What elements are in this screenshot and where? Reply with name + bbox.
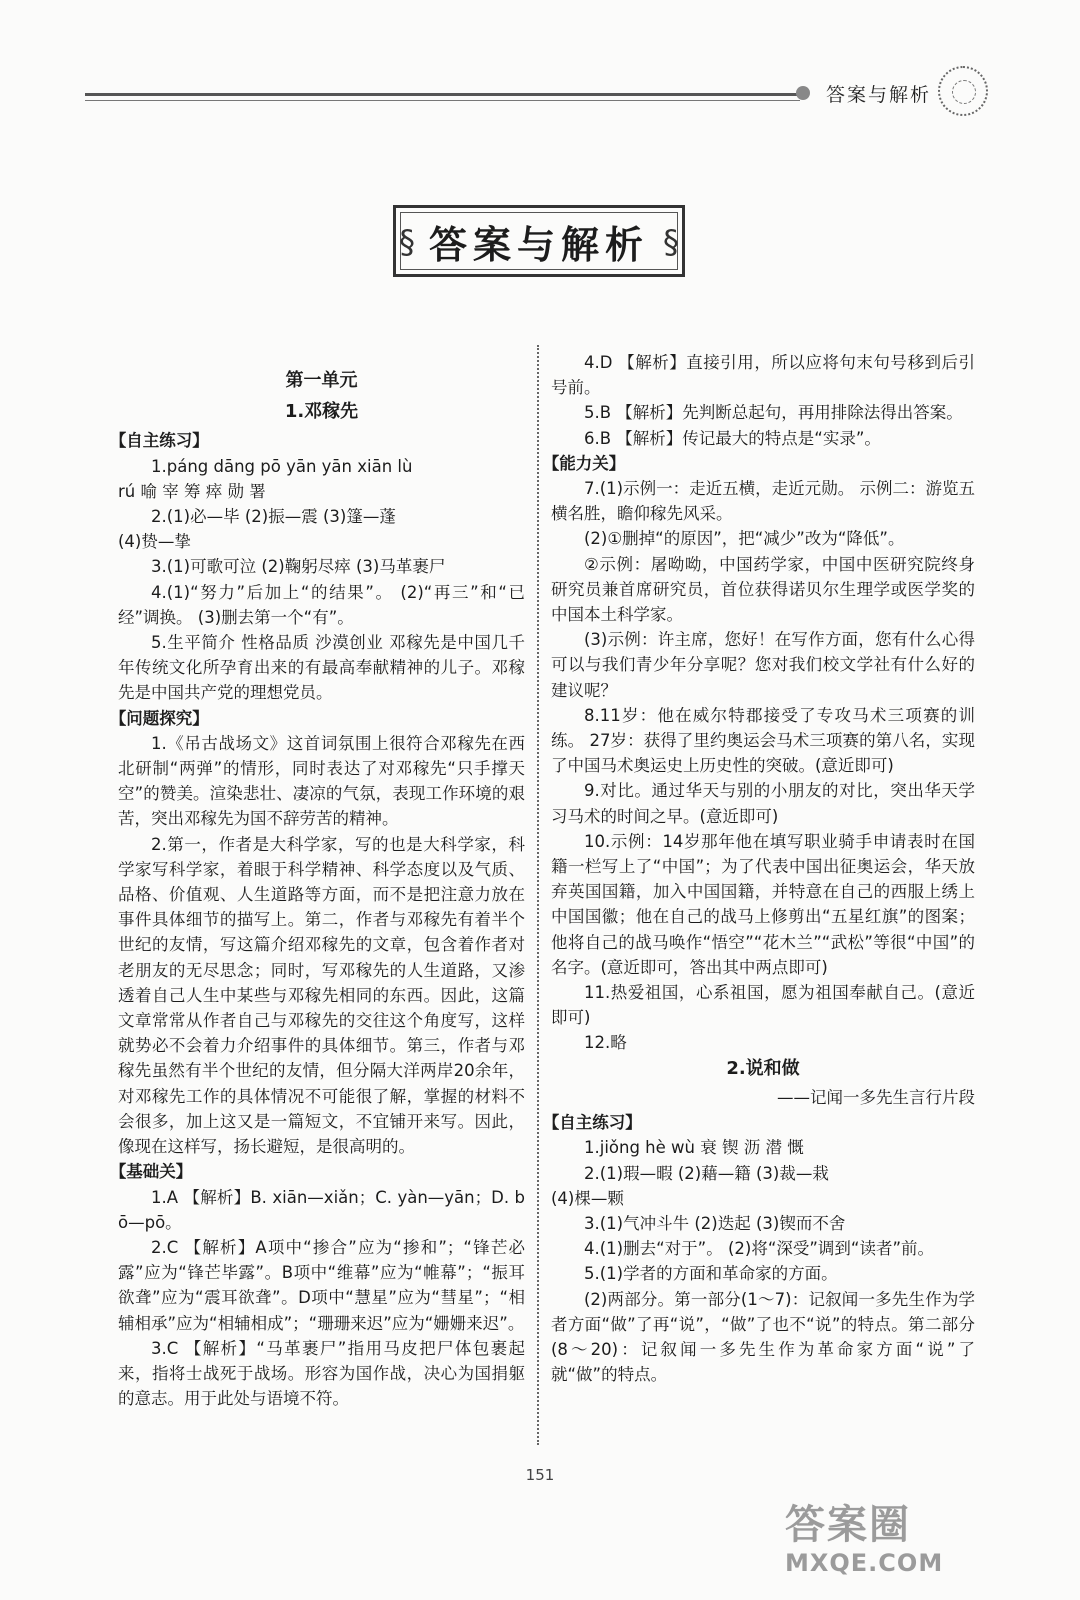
answer-paragraph: 6.B 【解析】传记最大的特点是“实录”。 [584, 428, 881, 448]
watermark-top: 答案圈 [785, 1502, 911, 1548]
answer-paragraph: 2.C 【解析】A项中“掺合”应为“掺和”；“锋芒必露”应为“锋芒毕露”。B项中“维幕”应为“帷幕”；“振耳欲聋”应为“震耳欲聋”。D项中“慧星”应为“彗星”；“相辅相承”应为“相辅相成”；“珊珊来迟”应为“姗姗来迟”。 [118, 1237, 525, 1333]
answer-paragraph: 3.(1)气冲斗牛 (2)迭起 (3)锲而不舍 [584, 1213, 846, 1233]
lesson-title: 2.说和做 [726, 1057, 800, 1079]
answer-paragraph: (2)两部分。第一部分(1～7)：记叙闻一多先生作为学者方面“做”了再“说”，“做”了也不“说”的特点。第二部分(8～20)：记叙闻一多先生作为革命家方面“说”了就“做”的特点。 [551, 1289, 975, 1385]
answer-paragraph: 1.jiǒng hè wù 衰 锲 沥 潜 慨 [584, 1138, 804, 1158]
watermark-bottom: MXQE.COM [785, 1549, 944, 1577]
answer-paragraph: (2)①删掉“的原因”，把“减少”改为“降低”。 [584, 529, 905, 549]
answer-paragraph: 9.对比。通过华天与别的小朋友的对比，突出华天学习马术的时间之早。(意近即可) [551, 781, 975, 826]
section-heading: 【自主练习】 [109, 431, 209, 451]
section-heading: 【自主练习】 [542, 1113, 642, 1133]
answer-paragraph: ②示例：屠呦呦，中国药学家，中国中医研究院终身研究员兼首席研究员，首位获得诺贝尔生理学或医学奖的中国本土科学家。 [551, 554, 975, 625]
answer-paragraph: 5.生平简介 性格品质 沙漠创业 邓稼先是中国几千年传统文化所孕育出来的有最高奉献精神的儿子。邓稼先是中国共产党的理想党员。 [118, 633, 525, 703]
answer-paragraph: 3.C 【解析】“马革裹尸”指用马皮把尸体包裹起来，指将士战死于战场。形容为国作战，决心为国捐躯的意志。用于此处与语境不符。 [118, 1338, 525, 1409]
answer-paragraph: (3)示例：许主席，您好！在写作方面，您有什么心得可以与我们青少年分享呢？您对我们校文学社有什么好的建议呢？ [551, 630, 975, 700]
header-rule [85, 93, 800, 96]
header-label: 答案与解析 [826, 84, 932, 106]
answer-paragraph: 2.(1)必—毕 (2)振—震 (3)篷—蓬 [151, 507, 396, 527]
answer-paragraph: 4.D 【解析】直接引用，所以应将句末句号移到后引号前。 [551, 353, 975, 398]
answer-paragraph: rú 喻 宰 筹 瘁 勋 署 [118, 481, 266, 501]
title-banner [393, 205, 685, 277]
header-ornament-icon [938, 66, 988, 116]
scroll-right-icon: § [663, 223, 679, 261]
answer-paragraph: 2.第一，作者是大科学家，写的也是大科学家，科学家写科学家，着眼于科学精神、科学态度以及气质、品格、价值观、人生道路等方面，而不是把注意力放在事件具体细节的描写上。第二，作者与邓稼先有着半个世纪的友情，写这篇介绍邓稼先的文章，包含着作者对老朋友的无尽思念；同时，写邓稼先的人生道路，又渗透着自己人生中某些与邓稼先相同的东西。因此，这篇文章常常从作者自己与邓稼先的交往这个角度写，这样就势必不会着力介绍事件的具体细节。第三，作者与邓稼先虽然有半个世纪的友情，但分隔大洋两岸20余年，对邓稼先工作的具体情况不可能很了解，掌握的材料不会很多，加上这又是一篇短文，不宜铺开来写。因此，像现在这样写，扬长避短，是很高明的。 [118, 834, 525, 1157]
page-title: 答案与解析 [428, 222, 649, 267]
right-column [542, 350, 975, 1387]
section-heading: 【能力关】 [542, 453, 626, 473]
column-divider [537, 345, 539, 1445]
answer-paragraph: 4.(1)“努力”后加上“的结果”。 (2)“再三”和“已经”调换。 (3)删去第一个“有”。 [118, 582, 525, 627]
answer-paragraph: 2.(1)瑕—暇 (2)藉—籍 (3)裁—栽 [584, 1163, 829, 1183]
answer-paragraph: 1.《吊古战场文》这首词氛围上很符合邓稼先在西北研制“两弹”的情形，同时表达了对邓稼先“只手撑天空”的赞美。渲染悲壮、凄凉的气氛，表现工作环境的艰苦，突出邓稼先为国不辞劳苦的精神。 [118, 733, 525, 829]
watermark-logo [785, 1502, 985, 1598]
answer-paragraph: 7.(1)示例一：走近五横，走近元勋。 示例二：游览五横名胜，瞻仰稼先风采。 [551, 479, 975, 524]
answer-paragraph: 5.(1)学者的方面和革命家的方面。 [584, 1264, 838, 1284]
header-dot [796, 86, 810, 100]
answer-paragraph: 1.páng dāng pō yān yān xiān lù [151, 456, 413, 476]
page-number: 151 [525, 1466, 555, 1484]
answer-paragraph: 8.11岁：他在威尔特郡接受了专攻马术三项赛的训练。 27岁：获得了里约奥运会马术三项赛的第八名，实现了中国马术奥运史上历史性的突破。(意近即可) [551, 705, 975, 776]
answer-paragraph: 5.B 【解析】先判断总起句，再用排除法得出答案。 [584, 403, 963, 423]
answer-paragraph: 11.热爱祖国，心系祖国，愿为祖国奉献自己。(意近即可) [551, 983, 975, 1028]
section-heading: 【基础关】 [109, 1162, 193, 1182]
answer-paragraph: 3.(1)可歌可泣 (2)鞠躬尽瘁 (3)马革裹尸 [151, 557, 446, 577]
answer-paragraph: 1.A 【解析】B. xiān—xiǎn；C. yàn—yān；D. bō—pō。 [118, 1187, 525, 1232]
answer-paragraph: 12.略 [584, 1033, 627, 1053]
answer-paragraph: (4)棵—颗 [551, 1188, 624, 1208]
answer-paragraph: (4)贽—挚 [118, 532, 191, 552]
answer-paragraph: 10.示例：14岁那年他在填写职业骑手申请表时在国籍一栏写上了“中国”；为了代表中国出征奥运会，华天放弃英国国籍，加入中国国籍，并特意在自己的西服上绣上中国国徽；他在自己的战马上修剪出“五星红旗”的图案；他将自己的战马唤作“悟空”“花木兰”“武松”等很“中国”的名字。(意近即可，答出其中两点即可) [551, 831, 975, 977]
header-rule-thin [85, 100, 800, 101]
lesson-title: 1.邓稼先 [284, 401, 359, 423]
unit-title: 第一单元 [285, 370, 358, 391]
lesson-subtitle: ——记闻一多先生言行片段 [777, 1087, 975, 1107]
left-column [109, 350, 525, 1411]
scroll-left-icon: § [399, 223, 415, 261]
answer-paragraph: 4.(1)删去“对于”。 (2)将“深受”调到“读者”前。 [584, 1239, 935, 1259]
section-heading: 【问题探究】 [109, 708, 209, 728]
